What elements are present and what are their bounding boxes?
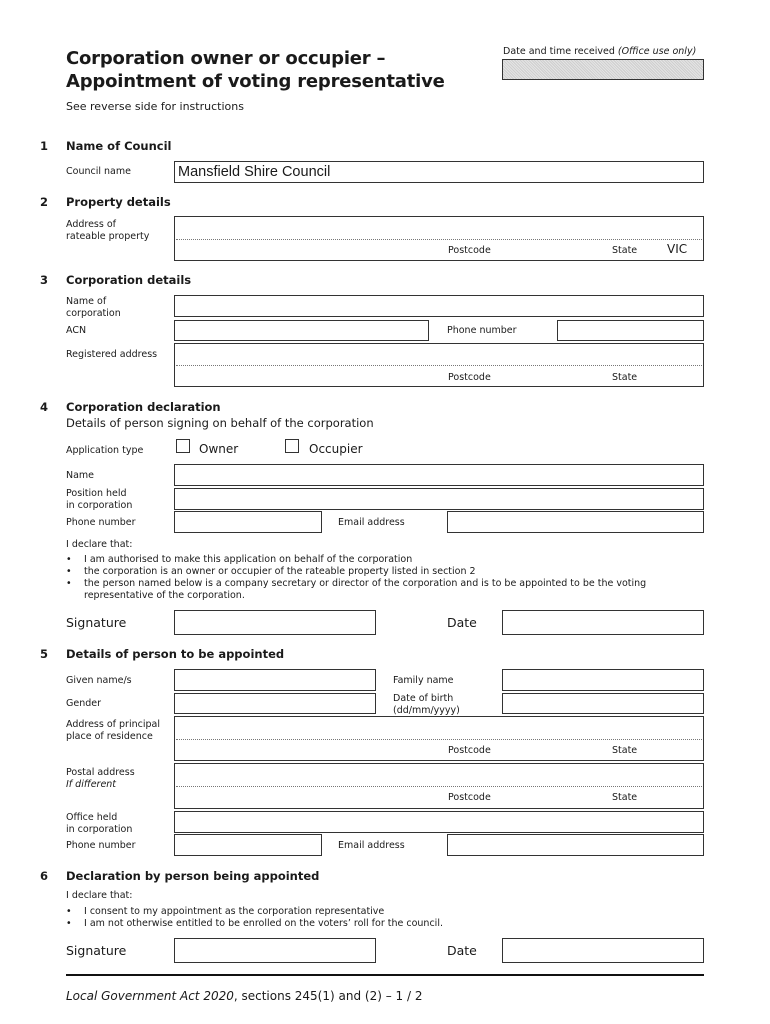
declarant-phone-field[interactable]	[174, 511, 322, 533]
dotted-line	[176, 365, 702, 366]
footer-rule	[66, 974, 704, 976]
section-number: 1	[40, 139, 49, 153]
given-name-field[interactable]	[174, 669, 376, 691]
registered-address-field[interactable]	[174, 343, 704, 387]
acn-field[interactable]	[174, 320, 429, 341]
section-number: 3	[40, 273, 49, 287]
section-number: 2	[40, 195, 49, 209]
list-item: • I consent to my appointment as the corporation representative	[66, 906, 716, 918]
owner-label: Owner	[199, 442, 239, 456]
state-value: VIC	[667, 242, 688, 256]
state-label: State	[612, 745, 638, 756]
principal-address-label: Address of principal place of residence	[66, 719, 160, 742]
registered-address-label: Registered address	[66, 349, 158, 360]
office-held-label: Office held in corporation	[66, 812, 133, 835]
council-name-value: Mansfield Shire Council	[178, 164, 331, 180]
list-item: • I am not otherwise entitled to be enrolled on the voters’ roll for the council.	[66, 918, 716, 930]
list-item: • the person named below is a company secretary or director of the corporation and is to be appointed to be the voting	[66, 578, 716, 590]
council-name-label: Council name	[66, 166, 131, 177]
corporation-name-field[interactable]	[174, 295, 704, 317]
section-title: Name of Council	[66, 139, 172, 153]
form-title-line2: Appointment of voting representative	[66, 71, 445, 92]
postcode-label: Postcode	[448, 745, 491, 756]
postcode-label: Postcode	[448, 792, 491, 803]
acn-label: ACN	[66, 325, 87, 336]
name-label: Name	[66, 470, 95, 481]
email-label: Email address	[338, 840, 405, 851]
section-number: 4	[40, 400, 49, 414]
dotted-line	[176, 239, 702, 240]
corporation-name-label: Name of corporation	[66, 296, 121, 319]
declarant-email-field[interactable]	[447, 511, 704, 533]
rateable-address-field[interactable]	[174, 216, 704, 261]
position-label: Position held in corporation	[66, 488, 133, 511]
form-title-line1: Corporation owner or occupier –	[66, 48, 386, 69]
date-field[interactable]	[502, 610, 704, 635]
council-name-field[interactable]	[174, 161, 704, 183]
principal-address-field[interactable]	[174, 716, 704, 761]
office-use-field	[502, 59, 704, 80]
signature-label: Signature	[66, 615, 127, 630]
postal-address-field[interactable]	[174, 763, 704, 809]
email-label: Email address	[338, 517, 405, 528]
state-label: State	[612, 372, 638, 383]
declare-label: I declare that:	[66, 539, 133, 550]
office-held-field[interactable]	[174, 811, 704, 833]
section-number: 5	[40, 647, 49, 661]
declarant-name-field[interactable]	[174, 464, 704, 486]
application-type-label: Application type	[66, 445, 144, 456]
gender-field[interactable]	[174, 693, 376, 714]
given-name-label: Given name/s	[66, 675, 132, 686]
declaration-list	[66, 906, 716, 930]
dotted-line	[176, 739, 702, 740]
owner-checkbox[interactable]	[176, 439, 190, 453]
appointee-phone-field[interactable]	[174, 834, 322, 856]
dob-label: Date of birth (dd/mm/yyyy)	[393, 693, 460, 716]
section-title: Details of person to be appointed	[66, 647, 285, 661]
section-title: Corporation details	[66, 273, 192, 287]
gender-label: Gender	[66, 698, 102, 709]
declaration-list	[66, 554, 716, 602]
state-label: State	[612, 792, 638, 803]
section-title: Declaration by person being appointed	[66, 869, 320, 883]
phone-label: Phone number	[66, 840, 136, 851]
postcode-label: Postcode	[448, 372, 491, 383]
state-label: State	[612, 245, 638, 256]
phone-label: Phone number	[447, 325, 517, 336]
section-subtitle: Details of person signing on behalf of the corporation	[66, 416, 374, 430]
dotted-line	[176, 786, 702, 787]
date-label: Date	[447, 615, 477, 630]
dob-field[interactable]	[502, 693, 704, 714]
address-label: Address of rateable property	[66, 219, 150, 242]
footer-citation: Local Government Act 2020, sections 245(1) and (2) – 1 / 2	[66, 989, 423, 1003]
phone-label: Phone number	[66, 517, 136, 528]
instructions-note: See reverse side for instructions	[66, 100, 244, 113]
occupier-checkbox[interactable]	[285, 439, 299, 453]
family-name-label: Family name	[393, 675, 454, 686]
family-name-field[interactable]	[502, 669, 704, 691]
appointee-signature-field[interactable]	[174, 938, 376, 963]
signature-field[interactable]	[174, 610, 376, 635]
appointee-date-field[interactable]	[502, 938, 704, 963]
date-label: Date	[447, 943, 477, 958]
list-item: • I am authorised to make this application on behalf of the corporation	[66, 554, 716, 566]
list-item: • the corporation is an owner or occupier of the rateable property listed in section 2	[66, 566, 716, 578]
appointee-email-field[interactable]	[447, 834, 704, 856]
postcode-label: Postcode	[448, 245, 491, 256]
postal-address-label: Postal address If different	[66, 767, 135, 790]
section-title: Property details	[66, 195, 171, 209]
declare-label: I declare that:	[66, 890, 133, 901]
position-field[interactable]	[174, 488, 704, 510]
corporation-phone-field[interactable]	[557, 320, 704, 341]
signature-label: Signature	[66, 943, 127, 958]
occupier-label: Occupier	[309, 442, 363, 456]
section-number: 6	[40, 869, 49, 883]
list-item-continuation: representative of the corporation.	[84, 590, 245, 601]
section-title: Corporation declaration	[66, 400, 221, 414]
office-use-label: Date and time received (Office use only)	[503, 46, 697, 57]
